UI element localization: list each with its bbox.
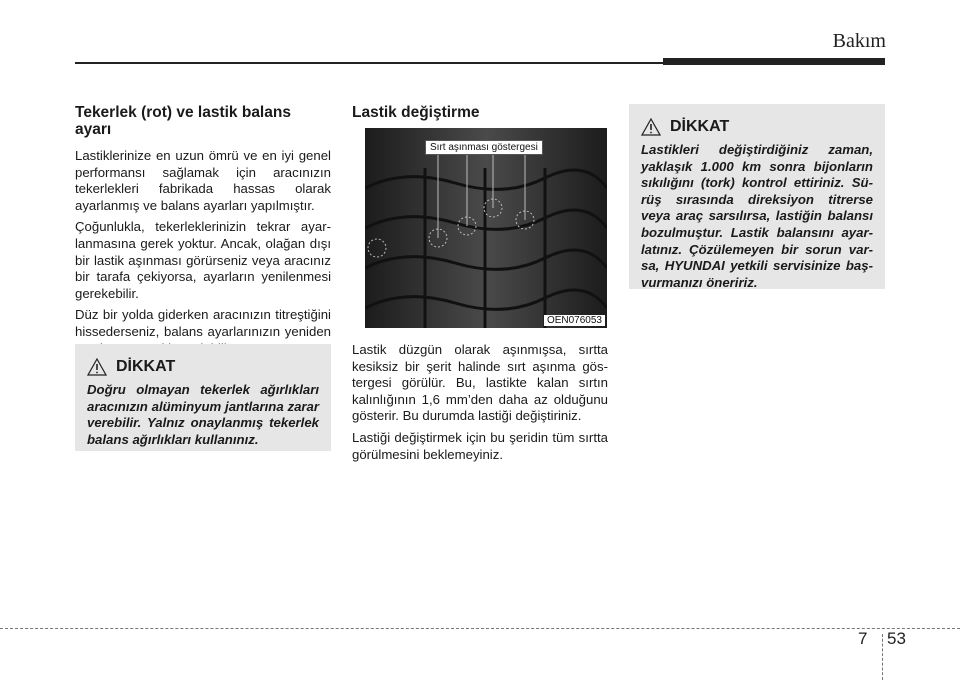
section-heading-alignment: Tekerlek (rot) ve lastik balans ayarı [75,104,291,138]
paragraph: Lastiği değiştirmek için bu şeridin tüm sırtta görülmesini beklemeyiniz. [352,429,608,462]
caution-text: Lastikleri değiştirdiğiniz zaman, yaklaşık 1.000 km sonra bijonların sıkılığını (tork) kontrol ettiriniz. Sürüş sırasında direksiyon titrerse veya araç sarsılırsa, lastiğin balansı bozulmuştur. Lastik balansını ayarlatınız. Çözülemeyen bir sorun varsa, HYUNDAI yetkili servisinize başvurmanızı öneririz. [641,142,873,290]
figure-code: OEN076053 [544,315,605,326]
paragraph: Çoğunlukla, tekerleklerinizin tekrar ayarlanmasına gerek yoktur. Ancak, olağan dışı bir lastik aşınması görürseniz veya aracınız bir tarafa çekiyorsa, ayarların yenilenmesi gerekebilir. [75,219,331,301]
column-tire-replacement-text [352,342,608,468]
paragraph: Lastiklerinize en uzun ömrü ve en iyi genel performansı sağlamak için aracınızın tekerlekleri fabrikada hassas olarak ayarlanmış ve balans ayarları yapılmıştır. [75,148,331,213]
caution-title: DİKKAT [116,358,176,375]
warning-triangle-icon [641,118,661,136]
tire-tread-illustration [365,128,607,328]
header-bar [663,58,885,65]
page-number: 53 [887,629,906,648]
column-tire-replacement [352,104,608,131]
paragraph: Lastik düzgün olarak aşınmışsa, sırtta kesiksiz bir şerit halinde sırt aşınma göstergesi görülür. Bu, lastikte kalan sırtın kalınlığının 1,6 mm’den daha az olduğunu gösterir. Bu durumda lastiği değiştiriniz. [352,342,608,424]
footer-rule [0,628,960,629]
column-wheel-alignment [75,104,331,362]
caution-title: DİKKAT [670,118,730,135]
caution-box-wheel-weights [75,344,331,451]
section-heading-tire-replacement: Lastik değiştirme [352,104,480,121]
header-rule [75,62,665,64]
chapter-number: 7 [858,629,868,648]
warning-triangle-icon [87,358,107,376]
caution-text: Doğru olmayan tekerlek ağırlıkları aracınızın alüminyum jantlarına zarar verebilir. Yalnız onaylanmış tekerlek balans ağırlıkları kullanınız. [87,382,319,447]
page-header-title: Bakım [832,30,886,52]
paragraph: Düz bir yolda giderken aracınızın titreştiğini hissederseniz, balans ayarlarınızın yeniden [75,307,331,339]
figure-callout-label: Sırt aşınması göstergesi [425,140,543,155]
tire-tread-wear-figure [365,128,607,328]
caution-box-lug-nuts [629,104,885,289]
page-number-separator [882,634,883,680]
